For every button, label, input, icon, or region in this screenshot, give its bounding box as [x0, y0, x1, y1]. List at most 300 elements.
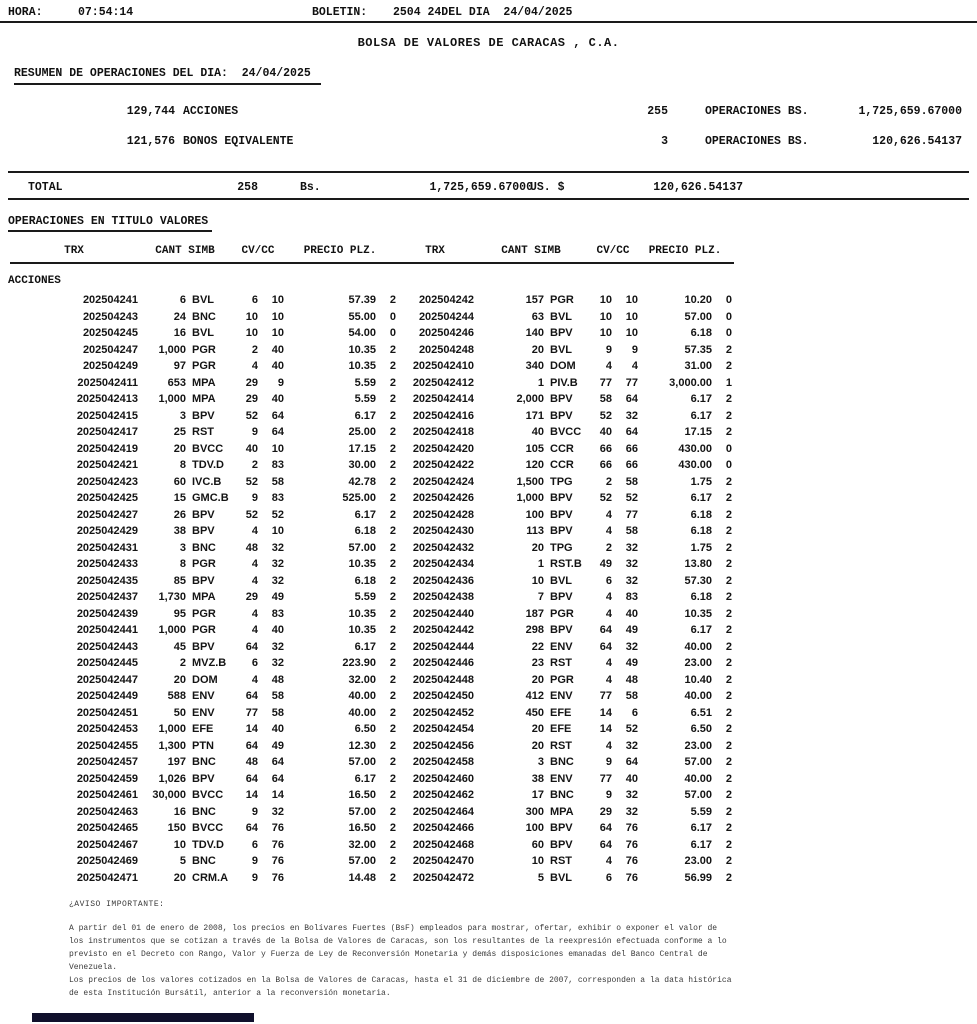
cell-cv-r: 4: [605, 360, 612, 372]
cell-simb-r: BNC: [550, 756, 574, 768]
cell-cc-r: 40: [625, 772, 638, 785]
cell-precio-l: 14.48: [348, 871, 376, 884]
cell-precio-l: 525.00: [342, 492, 376, 504]
cell-trx-l: 2025042449: [76, 690, 138, 702]
cell-plz-r: 2: [725, 871, 732, 884]
cell-cc-l: 32: [271, 558, 284, 570]
cell-plz-r: 2: [725, 492, 732, 504]
cell-plz-r: 2: [725, 706, 732, 719]
table-row: [10, 540, 977, 557]
cell-simb-r: BPV: [550, 327, 573, 339]
table-body: [10, 292, 977, 886]
cell-precio-l: 10.35: [348, 607, 376, 620]
cell-cc-r: 58: [625, 525, 638, 537]
cell-trx-r: 2025042414: [412, 393, 474, 405]
cell-precio-r: 57.35: [684, 343, 712, 356]
cell-cant-r: 60: [531, 838, 544, 851]
cell-plz-l: 0: [389, 327, 396, 339]
cell-trx-l: 2025042467: [76, 838, 138, 851]
cell-cant-l: 1,000: [158, 723, 186, 735]
cell-plz-r: 0: [725, 442, 732, 455]
cell-cant-l: 1,000: [158, 393, 186, 405]
cell-cc-l: 32: [271, 541, 284, 554]
cell-simb-l: EFE: [192, 723, 214, 735]
disclaimer-paragraph-1: A partir del 01 de enero de 2008, los precios en Bolívares Fuertes (BsF) empleados para mostrar, ofertar, exhibir o exponer el valor de los instrumentos que se cotizan a través de la Bolsa de Valores de Caracas, son los resultantes de la reexpresión efectuada conforme a lo previsto en el Decreto con Rango, Valor y Fuerza de Ley de Reconversión Monetaria y demás disposiciones emanadas del Banco Central de Venezuela.: [69, 924, 727, 972]
cell-cant-r: 40: [531, 426, 544, 438]
cell-precio-r: 6.18: [690, 525, 712, 537]
table-row: [10, 672, 977, 689]
cell-trx-l: 2025042439: [76, 607, 138, 620]
cell-cc-l: 10: [271, 442, 284, 455]
cell-trx-l: 2025042433: [76, 558, 138, 570]
cell-plz-r: 2: [725, 657, 732, 669]
col-header-trx-right: TRX: [425, 245, 445, 257]
cell-cv-r: 29: [599, 805, 612, 818]
cell-simb-r: CCR: [550, 442, 574, 455]
cell-cant-r: 20: [531, 343, 544, 356]
cell-trx-r: 2025042434: [412, 558, 474, 570]
cell-plz-l: 2: [389, 591, 396, 603]
cell-cc-r: 76: [625, 871, 638, 884]
cell-simb-r: BPV: [550, 822, 573, 834]
cell-precio-r: 6.18: [690, 327, 712, 339]
cell-precio-r: 10.40: [684, 673, 712, 686]
total-usd-value: 120,626.54137: [653, 181, 743, 194]
cell-precio-r: 23.00: [684, 739, 712, 752]
table-row: [10, 556, 977, 573]
cell-cv-l: 77: [245, 706, 258, 719]
table-row: [10, 639, 977, 656]
cell-cc-l: 64: [271, 772, 284, 785]
cell-cc-r: 49: [625, 657, 638, 669]
cell-cc-r: 66: [625, 442, 638, 455]
cell-cant-l: 8: [179, 459, 186, 471]
cell-cv-l: 9: [251, 426, 258, 438]
cell-cv-r: 2: [605, 475, 612, 488]
cell-simb-r: ENV: [550, 640, 573, 653]
cell-simb-r: CCR: [550, 459, 574, 471]
cell-plz-l: 0: [389, 310, 396, 323]
table-row: [10, 688, 977, 705]
cell-cc-r: 32: [625, 789, 638, 801]
cell-simb-l: BVCC: [192, 442, 224, 455]
table-row: [10, 787, 977, 804]
cell-simb-r: EFE: [550, 723, 572, 735]
cell-simb-r: MPA: [550, 805, 574, 818]
cell-cc-l: 76: [271, 855, 284, 867]
bonos-tipo: BONOS EQIVALENTE: [183, 135, 294, 148]
cell-cant-l: 6: [179, 294, 186, 306]
resumen-heading: RESUMEN DE OPERACIONES DEL DIA: 24/04/2025: [14, 67, 321, 85]
cell-cv-l: 2: [251, 459, 258, 471]
cell-cv-r: 77: [599, 376, 612, 389]
cell-plz-r: 2: [725, 739, 732, 752]
cell-simb-r: BPV: [550, 393, 573, 405]
table-row: [10, 589, 977, 606]
cell-cc-l: 48: [271, 673, 284, 686]
cell-trx-r: 2025042438: [412, 591, 474, 603]
cell-cc-l: 40: [271, 723, 284, 735]
cell-plz-r: 2: [725, 607, 732, 620]
cell-cv-r: 10: [599, 294, 612, 306]
cell-cv-r: 2: [605, 541, 612, 554]
cell-cc-r: 58: [625, 475, 638, 488]
table-row: [10, 771, 977, 788]
cell-cant-l: 653: [167, 376, 186, 389]
cell-cc-l: 76: [271, 871, 284, 884]
cell-trx-l: 2025042471: [76, 871, 138, 884]
cell-cant-r: 20: [531, 673, 544, 686]
cell-trx-r: 202504244: [418, 310, 474, 323]
cell-cv-l: 29: [245, 376, 258, 389]
footer-disclaimer: [69, 900, 734, 1000]
cell-trx-r: 2025042442: [412, 624, 474, 636]
cell-plz-l: 2: [389, 343, 396, 356]
cell-cv-l: 4: [251, 360, 258, 372]
cell-plz-r: 2: [725, 541, 732, 554]
cell-precio-l: 10.35: [348, 343, 376, 356]
page-title: BOLSA DE VALORES DE CARACAS , C.A.: [357, 36, 620, 50]
cell-simb-l: BPV: [192, 772, 215, 785]
cell-cant-r: 10: [531, 574, 544, 587]
cell-cv-r: 9: [605, 343, 612, 356]
cell-cant-r: 105: [525, 442, 544, 455]
cell-precio-l: 55.00: [348, 310, 376, 323]
cell-simb-l: RST: [192, 426, 214, 438]
cell-simb-l: BVCC: [192, 822, 224, 834]
cell-cant-r: 1,500: [516, 475, 544, 488]
cell-cc-r: 64: [625, 756, 638, 768]
cell-simb-r: BPV: [550, 838, 573, 851]
cell-trx-r: 2025042472: [412, 871, 474, 884]
cell-precio-l: 10.35: [348, 360, 376, 372]
cell-simb-l: BNC: [192, 541, 216, 554]
cell-simb-r: RST: [550, 657, 572, 669]
cell-plz-r: 2: [725, 756, 732, 768]
cell-plz-r: 2: [725, 838, 732, 851]
bonos-ops: 3: [661, 135, 668, 148]
table-header-row: [10, 245, 734, 264]
cell-trx-l: 2025042419: [76, 442, 138, 455]
cell-precio-r: 6.17: [690, 838, 712, 851]
cell-cant-l: 1,730: [158, 591, 186, 603]
cell-cv-l: 40: [245, 442, 258, 455]
cell-trx-r: 2025042446: [412, 657, 474, 669]
cell-cv-l: 2: [251, 343, 258, 356]
cell-simb-l: GMC.B: [192, 492, 229, 504]
disclaimer-paragraph-2: Los precios de los valores cotizados en la Bolsa de Valores de Caracas, hasta el 31 de diciembre de 2007, corresponden a la data histórica de esta Institución Bursátil, anterior a la reconversión monetaria.: [69, 976, 732, 998]
cell-precio-r: 17.15: [684, 426, 712, 438]
cell-trx-r: 2025042428: [412, 508, 474, 521]
cell-precio-l: 57.00: [348, 756, 376, 768]
aviso-label: ¿AVISO IMPORTANTE:: [69, 900, 165, 909]
cell-cc-l: 64: [271, 756, 284, 768]
cell-cc-l: 58: [271, 706, 284, 719]
cell-cv-r: 4: [605, 739, 612, 752]
cell-cc-l: 40: [271, 393, 284, 405]
cell-trx-r: 2025042426: [412, 492, 474, 504]
cell-trx-r: 2025042440: [412, 607, 474, 620]
cell-trx-l: 2025042411: [77, 376, 138, 389]
cell-precio-r: 5.59: [690, 805, 712, 818]
cell-precio-r: 10.20: [684, 294, 712, 306]
cell-precio-r: 56.99: [684, 871, 712, 884]
total-row: [8, 171, 969, 200]
table-row: [10, 606, 977, 623]
cell-precio-r: 6.51: [690, 706, 712, 719]
cell-precio-l: 12.30: [348, 739, 376, 752]
cell-cant-l: 588: [167, 690, 186, 702]
cell-cant-r: 450: [525, 706, 544, 719]
cell-simb-r: BPV: [550, 591, 573, 603]
cell-cant-r: 20: [531, 739, 544, 752]
cell-simb-r: TPG: [550, 475, 573, 488]
table-row: [10, 424, 977, 441]
cell-precio-r: 23.00: [684, 657, 712, 669]
cell-precio-r: 57.00: [684, 756, 712, 768]
cell-cant-l: 10: [173, 838, 186, 851]
boletin-value: 2504 24DEL DIA 24/04/2025: [393, 6, 573, 19]
cell-precio-l: 6.17: [354, 640, 376, 653]
cell-trx-l: 2025042469: [76, 855, 138, 867]
table-row: [10, 754, 977, 771]
cell-cant-l: 5: [179, 855, 186, 867]
acciones-ops: 255: [647, 105, 668, 118]
cell-cc-r: 10: [625, 327, 638, 339]
cell-simb-l: PTN: [192, 739, 214, 752]
cell-cv-r: 9: [605, 789, 612, 801]
cell-simb-l: BVCC: [192, 789, 224, 801]
cell-cant-l: 20: [173, 442, 186, 455]
cell-plz-l: 2: [389, 475, 396, 488]
cell-cc-l: 10: [271, 525, 284, 537]
cell-simb-l: MPA: [192, 376, 216, 389]
cell-cant-r: 100: [525, 822, 544, 834]
cell-plz-r: 2: [725, 805, 732, 818]
table-row: [10, 342, 977, 359]
cell-cant-r: 2,000: [516, 393, 544, 405]
cell-trx-l: 2025042427: [76, 508, 138, 521]
cell-precio-l: 6.18: [354, 525, 376, 537]
acciones-ops-label: OPERACIONES BS.: [705, 105, 809, 118]
table-row: [10, 457, 977, 474]
cell-plz-l: 2: [389, 574, 396, 587]
cell-cc-r: 32: [625, 739, 638, 752]
summary-block: [0, 99, 977, 165]
cell-cc-l: 32: [271, 574, 284, 587]
cell-simb-r: ENV: [550, 690, 573, 702]
cell-cc-r: 32: [625, 574, 638, 587]
cell-cv-r: 4: [605, 673, 612, 686]
cell-precio-l: 5.59: [354, 393, 376, 405]
cell-cant-l: 26: [173, 508, 186, 521]
hora-value: 07:54:14: [78, 6, 134, 19]
cell-cant-r: 187: [525, 607, 544, 620]
cell-cc-r: 77: [625, 508, 638, 521]
cell-cv-l: 29: [245, 591, 258, 603]
total-label: TOTAL: [28, 181, 63, 194]
cell-cv-l: 6: [251, 294, 258, 306]
cell-plz-l: 2: [389, 673, 396, 686]
cell-plz-l: 2: [389, 426, 396, 438]
cell-cant-r: 1: [537, 558, 544, 570]
cell-simb-r: PGR: [550, 607, 574, 620]
cell-precio-l: 57.00: [348, 855, 376, 867]
cell-simb-l: BVL: [192, 327, 214, 339]
cell-simb-r: BVL: [550, 343, 572, 356]
bonos-monto: 120,626.54137: [872, 135, 962, 148]
cell-cv-l: 52: [245, 508, 258, 521]
cell-cv-l: 14: [245, 789, 258, 801]
cell-cv-r: 4: [605, 657, 612, 669]
cell-trx-l: 2025042415: [76, 409, 138, 422]
cell-plz-l: 2: [389, 640, 396, 653]
cell-simb-r: PGR: [550, 673, 574, 686]
cell-cv-l: 48: [245, 756, 258, 768]
cell-plz-r: 0: [725, 459, 732, 471]
cell-cc-l: 52: [271, 508, 284, 521]
cell-cv-r: 10: [599, 327, 612, 339]
cell-trx-l: 2025042421: [76, 459, 138, 471]
cell-cv-r: 14: [599, 706, 612, 719]
cell-cv-r: 58: [599, 393, 612, 405]
cell-cc-l: 58: [271, 475, 284, 488]
cell-cv-l: 64: [245, 690, 258, 702]
cell-precio-r: 6.50: [690, 723, 712, 735]
cell-cv-r: 4: [605, 525, 612, 537]
cell-trx-r: 2025042454: [412, 723, 474, 735]
cell-cant-l: 20: [173, 673, 186, 686]
cell-cant-r: 171: [525, 409, 544, 422]
cell-trx-r: 2025042464: [412, 805, 474, 818]
cell-trx-r: 2025042462: [412, 789, 474, 801]
cell-plz-r: 0: [725, 310, 732, 323]
cell-cv-l: 64: [245, 822, 258, 834]
table-row: [10, 837, 977, 854]
bonos-cantidad: 121,576: [126, 135, 175, 148]
cell-simb-l: BPV: [192, 508, 215, 521]
cell-cv-r: 64: [599, 838, 612, 851]
cell-simb-l: BVL: [192, 294, 214, 306]
cell-cant-l: 16: [173, 805, 186, 818]
cell-simb-r: PGR: [550, 294, 574, 306]
cell-cv-r: 66: [599, 442, 612, 455]
cell-trx-r: 2025042424: [412, 475, 474, 488]
cell-simb-l: BNC: [192, 805, 216, 818]
table-row: [10, 870, 977, 887]
cell-cv-l: 6: [251, 657, 258, 669]
table-row: [10, 441, 977, 458]
cell-cv-l: 10: [245, 327, 258, 339]
cell-plz-l: 2: [389, 607, 396, 620]
cell-precio-l: 5.59: [354, 376, 376, 389]
cell-plz-r: 2: [725, 525, 732, 537]
cell-cant-l: 60: [173, 475, 186, 488]
cell-plz-r: 2: [725, 508, 732, 521]
cell-plz-l: 2: [389, 541, 396, 554]
cell-cc-l: 76: [271, 822, 284, 834]
cell-precio-r: 10.35: [684, 607, 712, 620]
cell-cv-l: 9: [251, 855, 258, 867]
table-row: [10, 507, 977, 524]
cell-cv-l: 4: [251, 574, 258, 587]
cell-cc-l: 40: [271, 343, 284, 356]
cell-plz-r: 1: [725, 376, 732, 389]
cell-precio-r: 6.18: [690, 508, 712, 521]
cell-cant-l: 8: [179, 558, 186, 570]
cell-trx-r: 2025042410: [412, 360, 474, 372]
cell-simb-l: MPA: [192, 393, 216, 405]
cell-cant-r: 298: [525, 624, 544, 636]
col-header-cvcc-right: CV/CC: [596, 245, 630, 257]
cell-cant-r: 113: [526, 525, 544, 537]
summary-row-bonos: [0, 135, 977, 149]
cell-trx-r: 2025042450: [412, 690, 474, 702]
cell-trx-l: 2025042413: [76, 393, 138, 405]
cell-simb-l: TDV.D: [192, 459, 224, 471]
cell-cc-r: 58: [625, 690, 638, 702]
cell-trx-r: 2025042460: [412, 772, 474, 785]
cell-cant-l: 150: [167, 822, 186, 834]
cell-cant-r: 63: [531, 310, 544, 323]
cell-cant-l: 85: [173, 574, 186, 587]
cell-simb-l: PGR: [192, 558, 216, 570]
cell-cant-r: 340: [525, 360, 544, 372]
cell-cv-l: 6: [251, 838, 258, 851]
cell-trx-r: 2025042430: [412, 525, 474, 537]
cell-plz-r: 0: [725, 294, 732, 306]
cell-precio-l: 57.39: [348, 294, 376, 306]
cell-trx-r: 2025042436: [412, 574, 474, 587]
cell-cc-r: 52: [625, 723, 638, 735]
cell-plz-r: 2: [725, 409, 732, 422]
cell-plz-l: 2: [389, 624, 396, 636]
cell-cc-l: 32: [271, 657, 284, 669]
cell-trx-r: 2025042470: [412, 855, 474, 867]
cell-precio-r: 57.00: [684, 789, 712, 801]
cell-cant-l: 95: [173, 607, 186, 620]
cell-cant-r: 300: [525, 805, 544, 818]
cell-precio-r: 40.00: [684, 640, 712, 653]
cell-simb-r: RST: [550, 855, 572, 867]
cell-trx-r: 2025042432: [412, 541, 474, 554]
cell-precio-l: 57.00: [348, 541, 376, 554]
cell-trx-l: 2025042437: [76, 591, 138, 603]
cell-cc-r: 10: [625, 294, 638, 306]
cell-precio-r: 6.17: [690, 822, 712, 834]
cell-cant-l: 1,000: [158, 624, 186, 636]
cell-plz-l: 2: [389, 409, 396, 422]
cell-cv-l: 4: [251, 525, 258, 537]
cell-cc-r: 64: [625, 393, 638, 405]
cell-cv-l: 9: [251, 871, 258, 884]
cell-precio-r: 430.00: [678, 442, 712, 455]
cell-cc-r: 76: [625, 822, 638, 834]
cell-simb-r: BPV: [550, 525, 573, 537]
table-row: [10, 573, 977, 590]
cell-simb-l: ENV: [192, 706, 215, 719]
cell-plz-r: 2: [725, 789, 732, 801]
cell-simb-r: BPV: [550, 492, 573, 504]
cell-plz-r: 2: [725, 591, 732, 603]
cell-cc-l: 40: [271, 360, 284, 372]
cell-simb-l: BNC: [192, 855, 216, 867]
acciones-monto: 1,725,659.67000: [858, 105, 962, 118]
cell-trx-l: 2025042431: [76, 541, 138, 554]
col-header-cantsimb-right: CANT SIMB: [501, 245, 561, 257]
cell-simb-r: RST: [550, 739, 572, 752]
cell-plz-r: 2: [725, 393, 732, 405]
